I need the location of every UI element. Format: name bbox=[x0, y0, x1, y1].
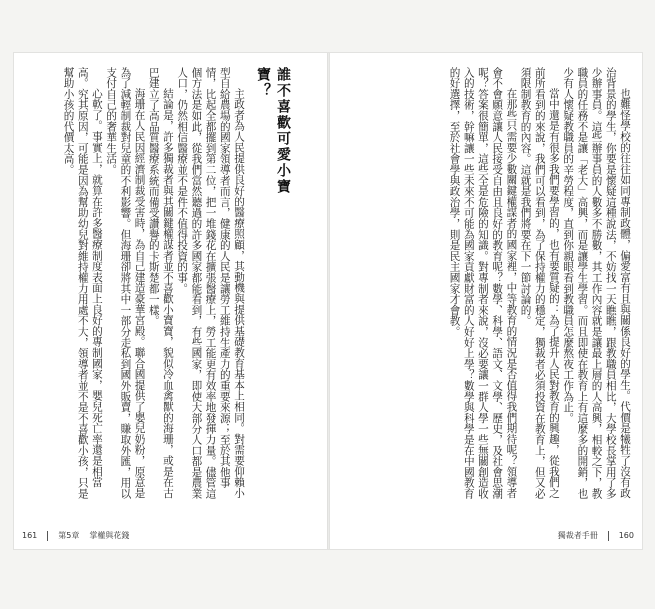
chapter-label: 第5章 bbox=[58, 531, 80, 540]
paragraph: 當中還是有很多我們要學習的，也有要質疑的：為了提升人民對教育的興趣，從我們之前所看到的來說，我們可以看到，為了保持權力的穩定，獨裁者必須投資在教育上，但又必須限制教育的內容。這就是我們將要在下一節討論的。 bbox=[519, 67, 560, 499]
page-number: 161 bbox=[22, 531, 38, 540]
book-title: 獨裁者手冊 bbox=[557, 531, 598, 540]
paragraph: 結論是，許多獨裁者與其關鍵權謀者並不喜歡小寶寶，貌似冷血禽獸的海珊，或是在古巴建立了高品質醫療系統而備受讚譽的卡斯楚都一樣。 bbox=[147, 67, 174, 499]
left-page bbox=[14, 53, 328, 549]
chapter-title: 掌權與花錢 bbox=[89, 531, 130, 540]
left-page-text bbox=[36, 67, 246, 507]
paragraph: 在那些只需要少數關鍵權謀者的國家裡，中等教育的情況是否值得我們期待呢？領導者會不會願意讓人民接受自由且良好的教育呢？數學、科學、語文、文學、歷史，及社會思潮呢？答案很簡單，這些全是危險的知識。對專制者來說，沒必要讓一群人學一些無關創造收入的技術，幹嘛讓一些未來不可能為國家貢獻財富的人好好上學？數學與科學是在中國教育的好選擇，至於社會學與政治學，則是民主國家才會教。 bbox=[448, 67, 518, 499]
paragraph: 主政者為人民提供良好的醫療照顧，其動機與提供基礎教育基本上相同。對需要仰賴小型自給農場的國家領導者而言，健康的人民是讓勞工維持生產力的重要來源；至於其他事情，比起全都擺到第二位，把一堆錢花在擴張醫療上，勞工能更有效率地發揮力量。儘管這個方法是如此，從我們當然聽過的許多國家都能看到，有些國家，即使大部分人口都是農業人口，仍然相信醫療並不是件不值得投資的事。 bbox=[176, 67, 245, 499]
paragraph: 海珊在人民因經濟制裁受害時，為自己建造豪華宮殿。聯合國提供了嬰兒奶粉，原意是為了減輕制裁對兒童的不利影響。但海珊卻將其中一部分走私到國外販賣，賺取外匯，用以支付自己的奢華生活。 bbox=[105, 67, 146, 499]
right-page-text bbox=[346, 67, 632, 507]
paragraph: 心軟了。事實上，就算在許多醫療制度表面上良好的專制國家，嬰兒死亡率還是相當高。究其原因，可能是因為幫助幼兒對維持權力用處不大，領導者並不是不喜歡小孩，只是幫助小孩的代價太高。 bbox=[62, 67, 103, 499]
footer-divider bbox=[608, 531, 609, 541]
footer-divider bbox=[47, 531, 48, 541]
right-footer bbox=[558, 530, 634, 541]
left-footer bbox=[22, 530, 129, 541]
paragraph: 也難怪學校的往往如同專制政體，偏愛富有且與關係良好的學生。代價是犧牲了沒有政治背景的學生，你要是懷疑這種說法，不妨找一天瞧瞧，跟教職員相比，大學校長掌用了多少辦事員。這些辦事員的人數多不勝數，其工作內容就是讓最上層的人高興，相較之下，教職員的任務不是讓「老大」高興，而是讓學生學習。而且即使在教育上有這麼多的開銷，也少有人懷疑教職員的辛勞程度，直到你親眼看到教職員怎麼熬夜工作為止。 bbox=[562, 67, 631, 499]
right-page bbox=[330, 53, 642, 549]
section-title: 誰不喜歡可愛小寶寶？ bbox=[255, 67, 291, 195]
page-number: 160 bbox=[618, 531, 634, 540]
